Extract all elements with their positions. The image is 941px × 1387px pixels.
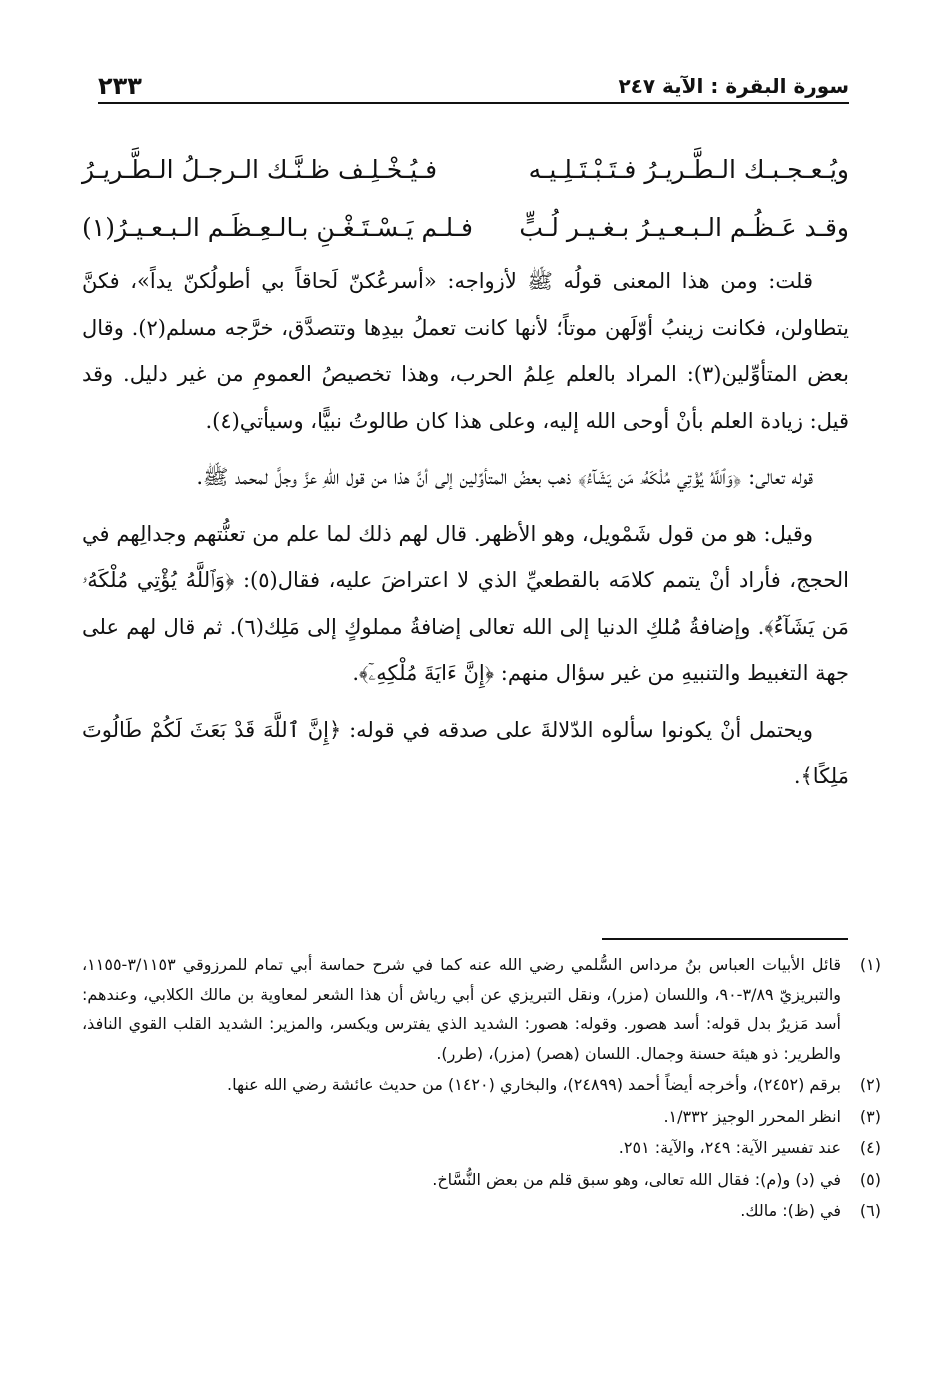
footnote-text: في (ظ): مالك.	[740, 1201, 841, 1220]
paragraph: قوله تعالى: ﴿وَٱللَّهُ يُؤْتِي مُلْكَهُۥ مَن يَشَآءُ﴾ ذهب بعضُ المتأوِّلين إلى أنَّ هذا من قول اللهِ عزَّ وجلَّ لمحمد ﷺ.	[196, 465, 813, 489]
footnote-number: (٥)	[859, 1169, 881, 1189]
poetry-verses	[82, 140, 849, 256]
footnote-text: قائل الأبيات العباس بنُ مرداس السُّلمي رضي الله عنه كما في شرح حماسة أبي تمام للمرزوقي ٣/١١٥٣-١١٥٥، والتبريزيّ ٣/٨٩-٩٠، واللسان (مزر)، ونقل التبريزي عن أبي رياش أن هذا الشعر لمعاوية بن مالك الكلابي، وعندهم: أسد مَزيرٌ بدل قوله: أسد هصور. وقوله: هصور: الشديد الذي يفترس ويكسر، والمزير: الشديد القلب القوي النافذ، والطرير: ذو هيئة حسنة وجمال. اللسان (هصر) (مزر)، (طرر).	[82, 955, 841, 1063]
footnote-number: (٣)	[859, 1106, 881, 1126]
footnote-text: برقم (٢٤٥٢)، وأخرجه أيضاً أحمد (٢٤٨٩٩)، والبخاري (١٤٢٠) من حديث عائشة رضي الله عنها.	[226, 1075, 841, 1094]
verse-first-hemistich: وقـد عَـظُـم الـبـعـيـرُ بـغـيـر لُـبٍّ	[519, 212, 849, 242]
footnotes	[82, 950, 881, 1228]
footnote	[82, 1165, 881, 1195]
footnote-text: في (د) و(م): فقال الله تعالى، وهو سبق قلم من بعض النُّسَّاخ.	[432, 1169, 841, 1189]
footnote-number: (٦)	[859, 1201, 881, 1220]
main-text	[82, 258, 849, 810]
footnote-number: (٤)	[859, 1138, 881, 1157]
paragraph: ويحتمل أنْ يكونوا سألوه الدّلالةَ على صدقه في قوله: ﴿إِنَّ ٱللَّهَ قَدْ بَعَثَ لَكُمْ طَالُوتَ مَلِكًا﴾.	[82, 717, 849, 788]
footnote	[82, 1102, 881, 1132]
footnote	[82, 1133, 881, 1163]
verse-second-hemistich: فـيُـخْـلِـف ظـنَّـك الـرجـلُ الـطَّـريـرُ	[82, 154, 438, 184]
footnote	[82, 950, 881, 1068]
verse-line	[82, 198, 849, 256]
footnote-separator	[602, 938, 848, 940]
verse-first-hemistich: ويُـعـجـبـك الـطَّـريـرُ فـتَـبْـتَـلِـيـه	[528, 154, 849, 184]
paragraph: قلت: ومن هذا المعنى قولُه ﷺ لأزواجه: «أسرعُكنّ لَحاقاً بي أطولُكنّ يداً»، فكنَّ يتطاولن، فكانت زينبُ أوّلَهن موتاً؛ لأنها كانت تعملُ بيدِها وتتصدَّق، خرَّجه مسلم(٢). وقال بعض المتأوِّلين(٣): المراد بالعلم عِلمُ الحرب، وهذا تخصيصُ العمومِ من غير دليل. وقد قيل: زيادة العلم بأنْ أوحى الله إليه، وعلى هذا كان طالوتُ نبيًّا، وسيأتي(٤).	[82, 269, 850, 433]
paragraph: وقيل: هو من قول شَمْويل، وهو الأظهر. قال لهم ذلك لما علم من تعنُّتهم وجدالِهم في الحجج، فأراد أنْ يتمم كلامَه بالقطعيِّ الذي لا اعتراضَ عليه، فقال(٥): ﴿وَٱللَّهُ يُؤْتِي مُلْكَهُۥ مَن يَشَآءُ﴾. وإضافةُ مُلكِ الدنيا إلى الله تعالى إضافةُ مملوكٍ إلى مَلِك(٦). ثم قال لهم على جهة التغبيط والتنبيهِ من غير سؤال منهم: ﴿إِنَّ ءَايَةَ مُلْكِهِۦٓ﴾.	[82, 521, 850, 685]
footnote	[82, 1070, 881, 1100]
verse-line	[82, 140, 849, 198]
page-number: ٢٣٣	[98, 72, 142, 100]
footnote-number: (٢)	[859, 1075, 881, 1094]
verse-second-hemistich: فـلـم يَـسْـتَـغْـنِ بـالـعِـظَـم الـبـعـيـرُ(١)	[82, 212, 474, 242]
surah-title: سورة البقرة : الآية ٢٤٧	[618, 74, 849, 98]
footnote	[82, 1196, 881, 1226]
footnote-text: عند تفسير الآية: ٢٤٩، والآية: ٢٥١.	[618, 1138, 841, 1157]
page-header	[98, 62, 849, 104]
footnote-text: انظر المحرر الوجيز ١/٣٣٢.	[663, 1106, 841, 1126]
footnote-number: (١)	[859, 955, 881, 974]
